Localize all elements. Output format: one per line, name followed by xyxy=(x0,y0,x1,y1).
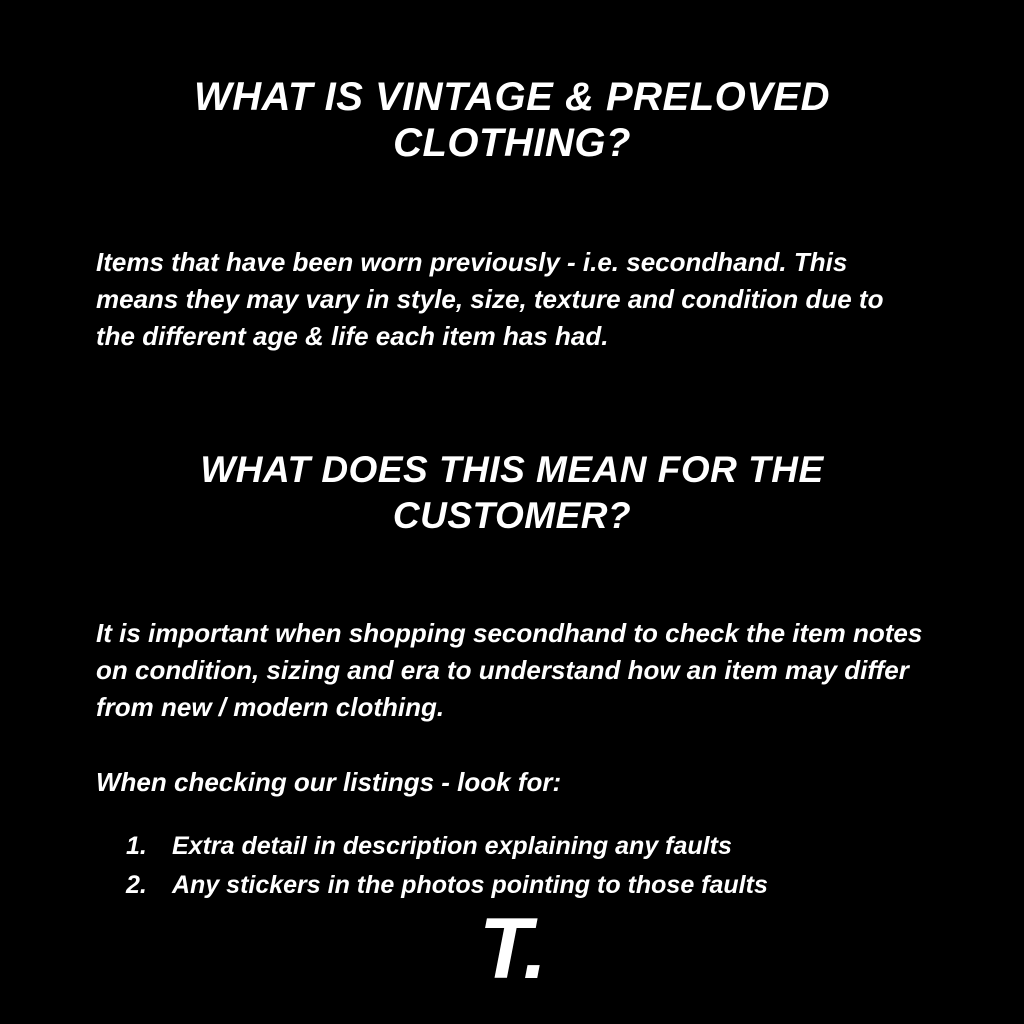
list-item: Extra detail in description explaining any faults xyxy=(172,831,732,860)
customer-paragraph: It is important when shopping secondhand to check the item notes on condition, sizing and era to understand how an item may differ from new / modern clothing. xyxy=(96,618,923,723)
list-item: Any stickers in the photos pointing to those faults xyxy=(172,870,768,899)
faults-checklist xyxy=(96,801,928,905)
brand-logo xyxy=(0,900,1024,997)
logo-text: T. xyxy=(478,900,546,997)
page-title: WHAT IS VINTAGE & PRELOVED CLOTHING? xyxy=(194,75,830,165)
intro-paragraph: Items that have been worn previously - i.e. secondhand. This means they may vary in style, size, texture and condition due to the different age & life each item has had. xyxy=(96,247,884,351)
section-heading-customer: WHAT DOES THIS MEAN FOR THE CUSTOMER? xyxy=(200,448,824,536)
listings-prompt: When checking our listings - look for: xyxy=(96,766,562,797)
